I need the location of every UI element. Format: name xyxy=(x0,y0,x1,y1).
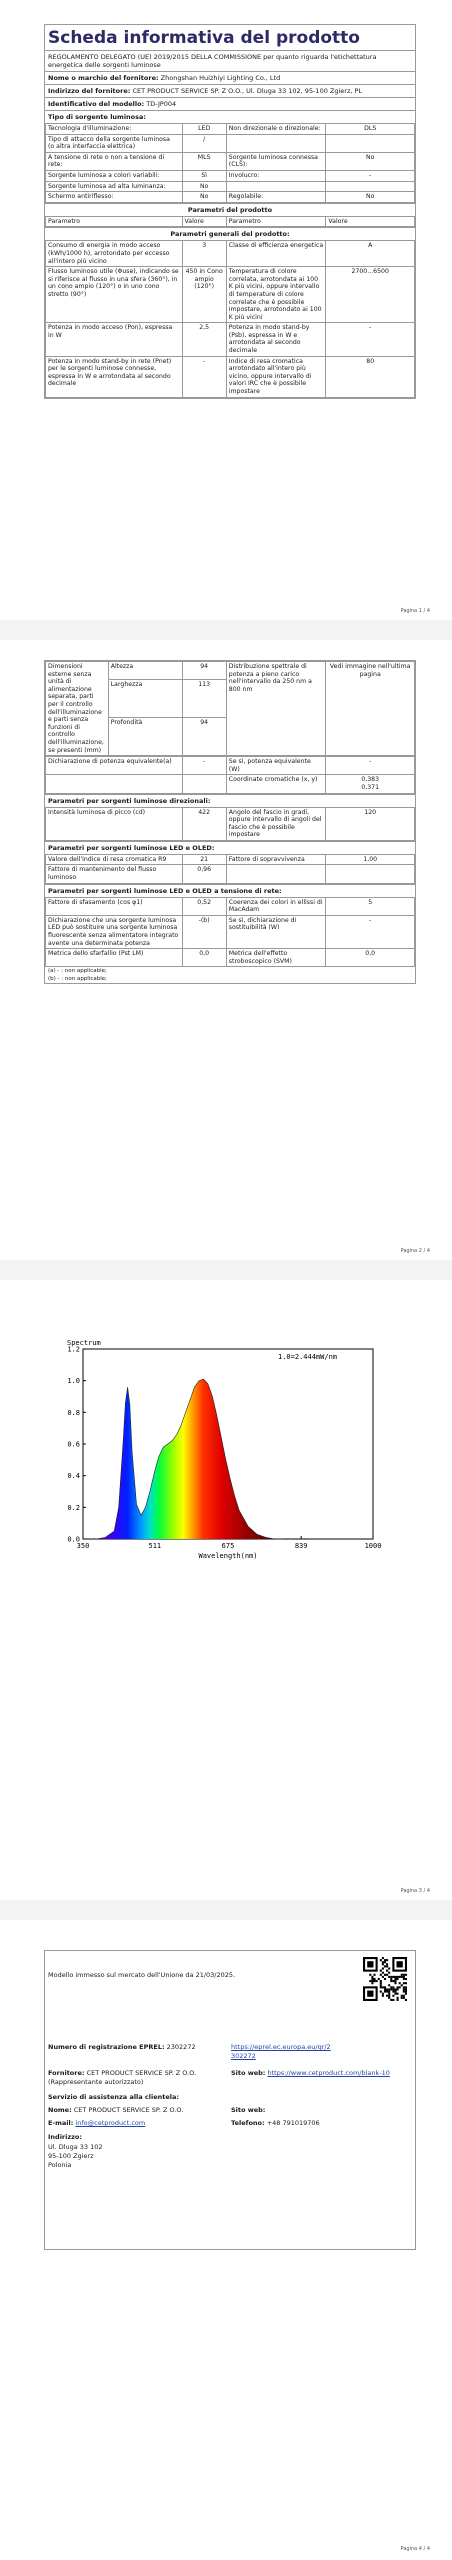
table-cell xyxy=(226,134,326,152)
table-cell: Schermo antiriflesso: xyxy=(46,192,183,203)
table-row xyxy=(46,662,415,680)
table-row xyxy=(46,775,415,793)
table-row xyxy=(46,192,415,203)
table-cell: 422 xyxy=(182,807,226,840)
page-4 xyxy=(0,1920,452,2560)
table-cell: Angolo del fascio in gradi, oppure intervallo di angoli del fascio che è possibile impostare xyxy=(226,807,326,840)
table-cell: Coordinate cromatiche (x, y) xyxy=(226,775,326,793)
directional-title: Parametri per sorgenti luminose direzionali: xyxy=(45,794,415,807)
y-tick-label: 0.6 xyxy=(67,1440,80,1449)
page-footer: Pagina 2 / 4 xyxy=(400,1248,430,1254)
table-cell: 0,0 xyxy=(182,949,226,967)
footnote: (a) - : non applicable; xyxy=(48,968,107,975)
supplier-name-row: Nome o marchio del fornitore: Zhongshan Huizhiyi Lighting Co., Ltd xyxy=(45,71,415,84)
x-tick-label: 675 xyxy=(221,1542,235,1550)
table-cell: Involucro: xyxy=(226,170,326,181)
params-header-table xyxy=(45,216,415,228)
table-cell: Potenza in modo acceso (Pon), espressa in W xyxy=(46,323,183,356)
name-row: Nome: CET PRODUCT SERVICE SP. Z O.O. xyxy=(48,2106,184,2114)
table-cell: Potenza in modo stand-by in rete (Pnet) per le sorgenti luminose connesse, espressa in W e arrotondata al secondo decimale xyxy=(46,356,183,397)
table-cell: Metrica dello sfarfallio (Pst LM) xyxy=(46,949,183,967)
y-tick-label: 0.0 xyxy=(67,1535,80,1544)
mains-table xyxy=(45,897,415,968)
table-row xyxy=(46,865,415,883)
table-row xyxy=(46,897,415,915)
table-cell: / xyxy=(182,134,226,152)
y-tick-label: 0.4 xyxy=(67,1472,80,1481)
table-cell: Tipo di attacco della sorgente luminosa (o altra interfaccia elettrica) xyxy=(46,134,183,152)
table-cell: A xyxy=(326,241,415,267)
table-cell: - xyxy=(182,356,226,397)
spectrum-area xyxy=(96,1379,283,1539)
table-row xyxy=(46,356,415,397)
registration-frame xyxy=(44,1950,416,2250)
directional-table xyxy=(45,807,415,841)
page-1 xyxy=(0,0,452,620)
table-cell: Indice di resa cromatica arrotondato all'intero più vicino, oppure intervallo di valori IRC che è possibile impostare xyxy=(226,356,326,397)
product-sheet-frame xyxy=(44,24,416,399)
email-link[interactable]: info@cetproduct.com xyxy=(75,2119,146,2127)
table-cell: Metrica dell'effetto stroboscopico (SVM) xyxy=(226,949,326,967)
table-cell: Sorgente luminosa ad alta luminanza: xyxy=(46,181,183,192)
table-cell: Potenza in modo stand-by (Psb), espressa in W e arrotondata al secondo decimale xyxy=(226,323,326,356)
regulation-text: REGOLAMENTO DELEGATO (UE) 2019/2015 DELLA COMMISSIONE per quanto riguarda l'etichettatura energetica delle sorgenti luminose xyxy=(45,50,415,71)
params-header-cell: Valore xyxy=(182,216,226,227)
table-cell: 2,5 xyxy=(182,323,226,356)
model-row: Identificativo del modello: TD-JP004 xyxy=(45,97,415,110)
x-axis-label: Wavelength(nm) xyxy=(198,1552,258,1560)
table-cell: MLS xyxy=(182,152,226,170)
address-line: Ul. Dluga 33 102 xyxy=(48,2143,103,2151)
table-row xyxy=(46,241,415,267)
y-tick-label: 1.2 xyxy=(67,1345,80,1354)
table-cell: 1,00 xyxy=(326,854,415,865)
table-cell: 21 xyxy=(182,854,226,865)
table-row xyxy=(46,181,415,192)
ledoled-table xyxy=(45,854,415,884)
table-cell: -(b) xyxy=(182,915,226,948)
table-cell xyxy=(182,775,226,793)
table-cell: DLS xyxy=(326,124,415,135)
table-cell xyxy=(226,865,326,883)
table-cell xyxy=(326,181,415,192)
x-tick-label: 511 xyxy=(148,1542,162,1550)
service-title: Servizio di assistenza alla clientela: xyxy=(48,2093,180,2101)
table-cell: Classe di efficienza energetica xyxy=(226,241,326,267)
eprel-row: Numero di registrazione EPREL: 2302272 xyxy=(48,2043,196,2051)
general-table xyxy=(45,240,415,397)
table-cell: 0,383 0,371 xyxy=(326,775,415,793)
page-title: Scheda informativa del prodotto xyxy=(48,28,360,48)
table-row xyxy=(46,267,415,323)
site-row: Sito web: https://www.cetproduct.com/blank-10 xyxy=(231,2069,390,2077)
table-cell: 5 xyxy=(326,897,415,915)
table-cell: 2700...6500 xyxy=(326,267,415,323)
x-tick-label: 1000 xyxy=(364,1542,382,1550)
table-row xyxy=(46,854,415,865)
dims-table xyxy=(45,661,415,756)
chart-readout: 1.0=2.444mW/nm xyxy=(278,1353,338,1361)
table-cell: 450 in Cono ampio (120°) xyxy=(182,267,226,323)
table-cell: 3 xyxy=(182,241,226,267)
table-cell: No xyxy=(326,152,415,170)
market-date: Modello immesso sul mercato dell'Unione da 21/03/2025. xyxy=(48,1971,236,1979)
mains-title: Parametri per sorgenti luminose LED e OLED a tensione di rete: xyxy=(45,884,415,897)
page-footer: Pagina 3 / 4 xyxy=(400,1888,430,1894)
ledoled-title: Parametri per sorgenti luminose LED e OLED: xyxy=(45,841,415,854)
supplier-row: Fornitore: CET PRODUCT SERVICE SP. Z O.O. (Rappresentante autorizzato) xyxy=(48,2069,197,2086)
table-cell xyxy=(326,865,415,883)
dims-label: Dimensioni esterne senza unità di alimentazione separata, parti per il controllo dell'illuminazione e parti senza funzioni di controllo dell'illuminazione, se presenti (mm) xyxy=(46,662,109,756)
dims-value: 94 xyxy=(182,718,226,756)
dims-name: Altezza xyxy=(108,662,182,680)
supplier-address-row: Indirizzo del fornitore: CET PRODUCT SERVICE SP. Z O.O., Ul. Dluga 33 102, 95-100 Zgierz, PL xyxy=(45,84,415,97)
table-row xyxy=(46,323,415,356)
table-cell xyxy=(46,775,183,793)
table-cell: A tensione di rete o non a tensione di rete: xyxy=(46,152,183,170)
table-cell: Coerenza dei colori in ellissi di MacAdam xyxy=(226,897,326,915)
table-cell: LED xyxy=(182,124,226,135)
table-cell: Consumo di energia in modo acceso (kWh/1000 h), arrotondato per eccesso all'intero più vicino xyxy=(46,241,183,267)
y-tick-label: 0.8 xyxy=(67,1408,80,1417)
table-cell: - xyxy=(326,323,415,356)
dims-name: Profondità xyxy=(108,718,182,756)
address-label: Indirizzo: xyxy=(48,2133,82,2141)
table-cell: Tecnologia d'illuminazione: xyxy=(46,124,183,135)
table-cell: Fattore di sfasamento (cos φ1) xyxy=(46,897,183,915)
dims-name: Larghezza xyxy=(108,680,182,718)
table-row xyxy=(46,170,415,181)
spectrum-chart xyxy=(55,1335,385,1575)
table-row xyxy=(46,124,415,135)
product-sheet-frame-cont xyxy=(44,660,416,984)
page-3 xyxy=(0,1280,452,1900)
table-row xyxy=(46,152,415,170)
table-cell: Se sì, potenza equivalente (W) xyxy=(226,757,326,775)
table-cell: Non direzionale o direzionale: xyxy=(226,124,326,135)
table-row xyxy=(46,757,415,775)
table-cell: 120 xyxy=(326,807,415,840)
table-cell: 0,0 xyxy=(326,949,415,967)
table-row xyxy=(46,807,415,840)
params-title: Parametri del prodotto xyxy=(45,203,415,216)
table-cell: No xyxy=(182,192,226,203)
site2-row: Sito web: xyxy=(231,2106,266,2114)
qr-code[interactable] xyxy=(363,1957,407,2001)
table-cell: - xyxy=(326,915,415,948)
table-row xyxy=(46,134,415,152)
x-tick-label: 350 xyxy=(76,1542,90,1550)
type-table xyxy=(45,123,415,203)
params-header-cell: Parametro xyxy=(226,216,326,227)
table-cell: Flusso luminoso utile (Φuse), indicando se si riferisce al flusso in una sfera (360°), in un cono ampio (120°) o in uno cono stretto (90°) xyxy=(46,267,183,323)
table-cell: Temperatura di colore correlata, arrotondata ai 100 K più vicini, oppure intervallo di temperature di colore correlate che è possibile impostare, arrotondato ai 100 K più vicini xyxy=(226,267,326,323)
dims-value: 94 xyxy=(182,662,226,680)
table-cell: Valore dell'indice di resa cromatica R9 xyxy=(46,854,183,865)
spectrum-value: Vedi immagine nell'ultima pagina xyxy=(326,662,415,756)
table-cell: 0,96 xyxy=(182,865,226,883)
table-cell xyxy=(326,134,415,152)
eprel-link[interactable]: https://eprel.ec.europa.eu/qr/2302272 xyxy=(231,2043,331,2060)
params-header-cell: Valore xyxy=(326,216,415,227)
table-cell: Sorgente luminosa a colori variabili: xyxy=(46,170,183,181)
chart-title: Spectrum xyxy=(67,1339,101,1347)
footnote: (b) - : non applicable; xyxy=(48,976,108,983)
x-tick-label: 839 xyxy=(294,1542,308,1550)
table-cell xyxy=(226,181,326,192)
page-footer: Pagina 4 / 4 xyxy=(400,2546,430,2552)
table-row xyxy=(46,915,415,948)
page-2 xyxy=(0,640,452,1260)
table-cell: - xyxy=(326,757,415,775)
table-cell: - xyxy=(326,170,415,181)
table-cell: Fattore di mantenimento del flusso luminoso xyxy=(46,865,183,883)
general-table-2 xyxy=(45,756,415,793)
site-link[interactable]: https://www.cetproduct.com/blank-10 xyxy=(267,2069,390,2077)
table-cell: Se sì, dichiarazione di sostituibilità (W) xyxy=(226,915,326,948)
email-row: E-mail: info@cetproduct.com xyxy=(48,2119,146,2127)
table-cell: Dichiarazione di potenza equivalente(a) xyxy=(46,757,183,775)
table-row xyxy=(46,949,415,967)
spectrum-label: Distribuzione spettrale di potenza a pieno carico nell'intervallo da 250 nm a 800 nm xyxy=(226,662,326,756)
table-cell: No xyxy=(182,181,226,192)
table-cell: No xyxy=(326,192,415,203)
y-tick-label: 1.0 xyxy=(67,1377,80,1386)
params-header-cell: Parametro xyxy=(46,216,183,227)
phone-row: Telefono: +48 791019706 xyxy=(231,2119,320,2127)
table-cell: Regolabile: xyxy=(226,192,326,203)
page-footer: Pagina 1 / 4 xyxy=(400,608,430,614)
table-cell: 80 xyxy=(326,356,415,397)
table-cell: Sì xyxy=(182,170,226,181)
general-title: Parametri generali del prodotto: xyxy=(45,227,415,240)
table-cell: - xyxy=(182,757,226,775)
y-tick-label: 0.2 xyxy=(67,1503,80,1512)
table-cell: Sorgente luminosa connessa (CLS): xyxy=(226,152,326,170)
address-line: Polonia xyxy=(48,2161,72,2169)
table-cell: Fattore di sopravvivenza xyxy=(226,854,326,865)
dims-value: 113 xyxy=(182,680,226,718)
table-cell: Intensità luminosa di picco (cd) xyxy=(46,807,183,840)
type-section-title: Tipo di sorgente luminosa: xyxy=(45,110,415,123)
table-cell: Dichiarazione che una sorgente luminosa LED può sostituire una sorgente luminosa fluorescente senza alimentatore integrato avente una determinata potenza xyxy=(46,915,183,948)
address-line: 95-100 Zgierz xyxy=(48,2152,94,2160)
table-cell: 0,52 xyxy=(182,897,226,915)
